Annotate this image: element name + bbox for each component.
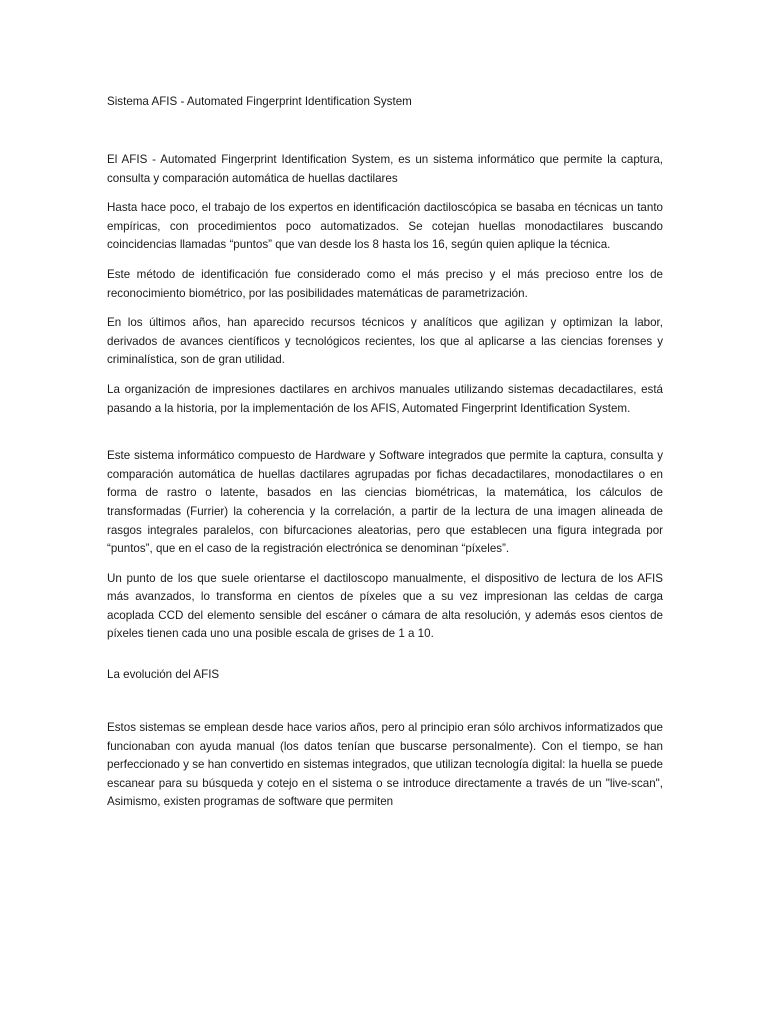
spacer xyxy=(107,303,663,314)
document-title: Sistema AFIS - Automated Fingerprint Identification System xyxy=(107,95,412,108)
paragraph-evolution: Estos sistemas se emplean desde hace varios años, pero al principio eran sólo archivos informatizados que funcionaban con ayuda manual (los datos tenían que buscarse personalmente). Con el tiempo, se han perfeccionado y se han convertido en sistemas integrados, que utilizan tecnología digital: la huella se puede escanear para su búsqueda y cotejo en el sistema o se introduce directamente a través de un "live-scan", Asimismo, existen programas de software que permiten xyxy=(107,721,663,809)
section-heading-evolution: La evolución del AFIS xyxy=(107,668,220,682)
paragraph-organization: La organización de impresiones dactilares en archivos manuales utilizando sistemas decadactilares, está pasando a la historia, por la implementación de los AFIS, Automated Fingerprint Identification System. xyxy=(107,382,663,415)
spacer xyxy=(107,255,663,266)
paragraph-intro: El AFIS - Automated Fingerprint Identification System, es un sistema informático que permite la captura, consulta y comparación automática de huellas dactilares xyxy=(107,153,663,185)
paragraph-recent-years: En los últimos años, han aparecido recursos técnicos y analíticos que agilizan y optimizan la labor, derivados de avances científicos y tecnológicos recientes, los que al aplicarse a las ciencias forenses y criminalística, son de gran utilidad. xyxy=(107,316,663,367)
paragraph-method: Este método de identificación fue considerado como el más preciso y el más precioso entre los de reconocimiento biométrico, por las posibilidades matemáticas de parametrización. xyxy=(107,267,663,300)
paragraph-pixels: Un punto de los que suele orientarse el dactiloscopo manualmente, el dispositivo de lectura de los AFIS más avanzados, lo transforma en cientos de píxeles que a su vez impresionan las celdas de carga acoplada CCD del elemento sensible del escáner o cámara de alta resolución, y además esos cientos de píxeles tienen cada uno una posible escala de grises de 1 a 10. xyxy=(107,571,663,641)
spacer xyxy=(107,644,663,665)
spacer xyxy=(107,559,663,570)
spacer xyxy=(107,684,663,719)
spacer xyxy=(107,418,663,447)
spacer xyxy=(107,188,663,199)
document-page xyxy=(107,92,663,812)
paragraph-history: Hasta hace poco, el trabajo de los expertos en identificación dactiloscópica se basaba en técnicas un tanto empíricas, con procedimientos poco automatizados. Se cotejan huellas monodactilares buscando coincidencias llamadas “puntos” que van desde los 8 hasta los 16, según quien aplique la técnica. xyxy=(107,201,663,252)
paragraph-system: Este sistema informático compuesto de Hardware y Software integrados que permite la captura, consulta y comparación automática de huellas dactilares agrupadas por fichas decadactilares, monodactilares o en forma de rastro o latente, basados en las ciencias biométricas, la matemática, los cálculos de transformadas (Furrier) la coherencia y la correlación, a partir de la lectura de una imagen alineada de rasgos integrales paralelos, con bifurcaciones aleatorias, pero que establecen una figura integrada por “puntos”, que en el caso de la registración electrónica se denominan “píxeles”. xyxy=(107,449,663,556)
spacer xyxy=(107,111,663,151)
spacer xyxy=(107,370,663,381)
